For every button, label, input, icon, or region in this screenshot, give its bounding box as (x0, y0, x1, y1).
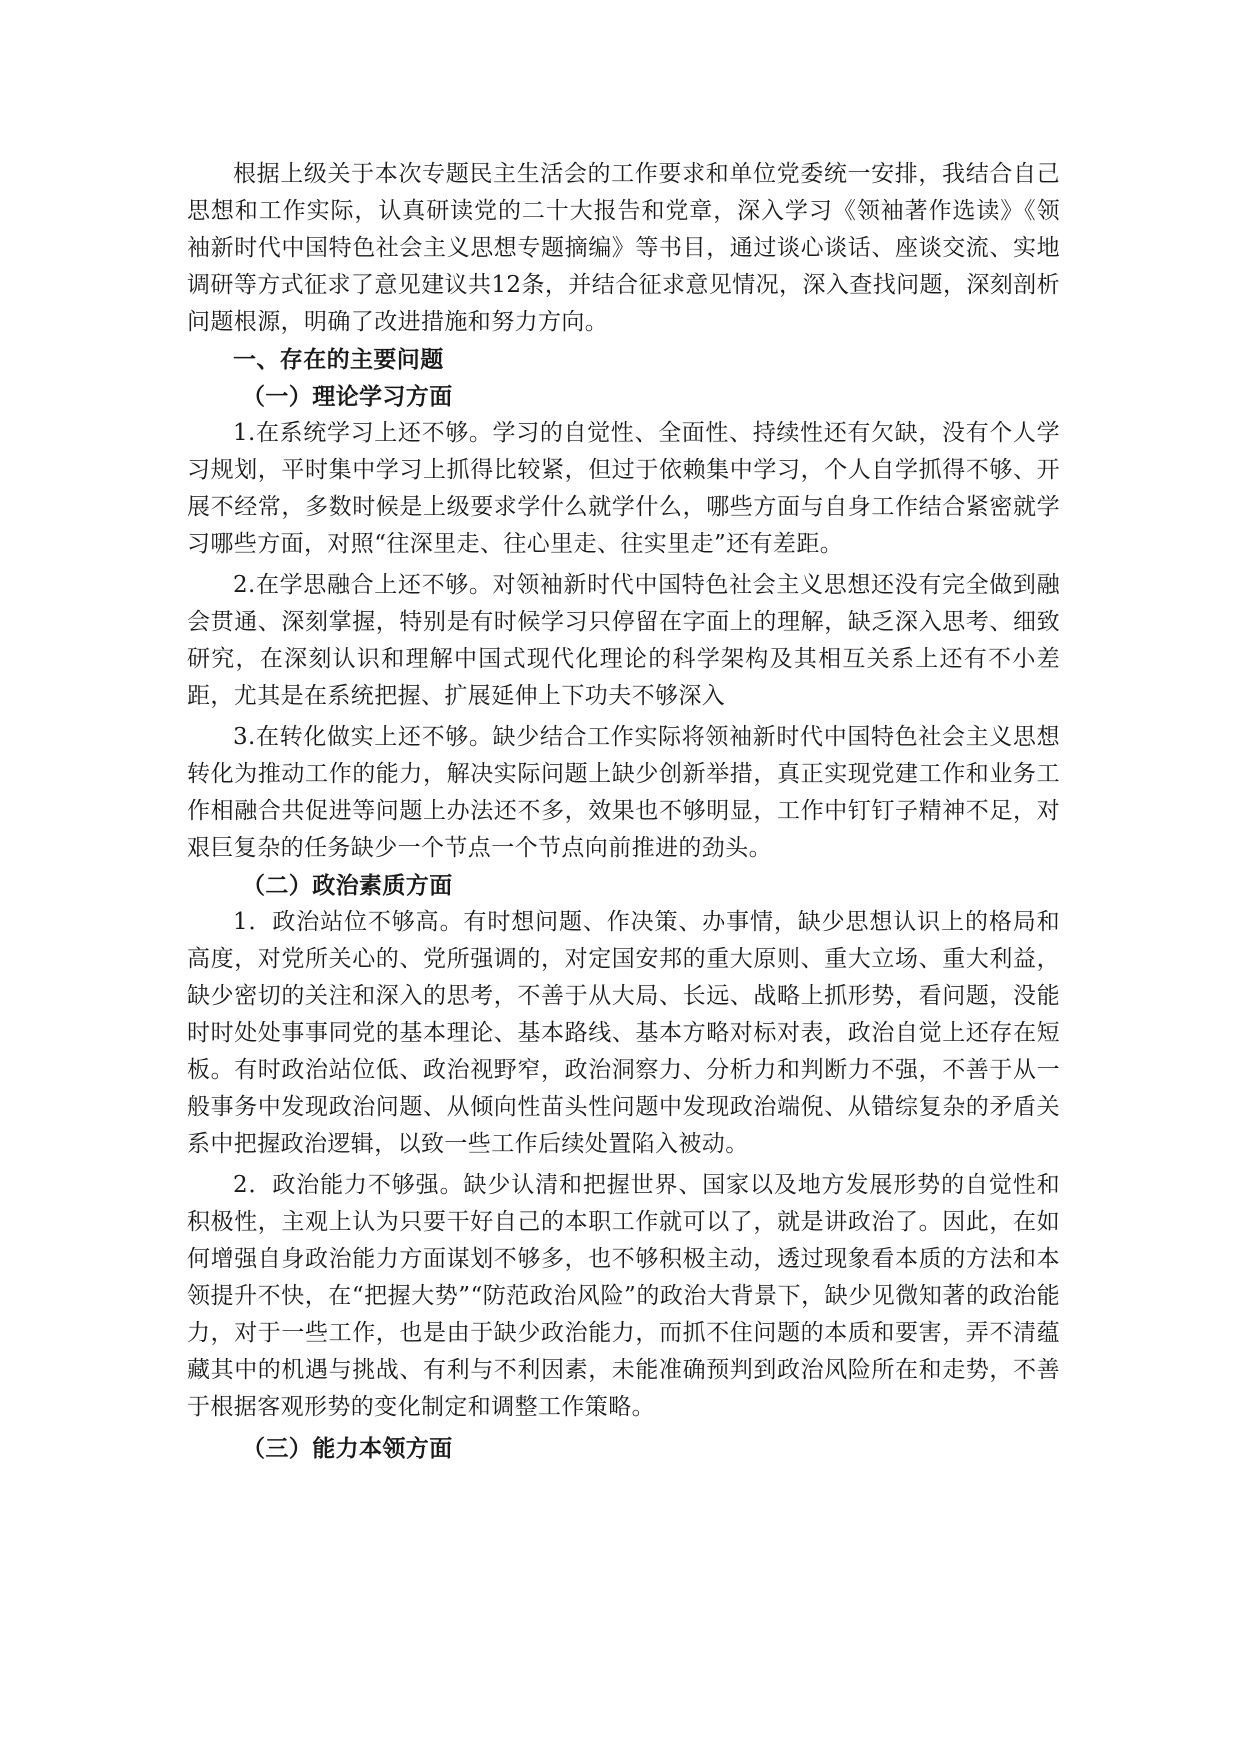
subsection-heading-political-quality: （二）政治素质方面 (242, 872, 453, 899)
political-item-1: 1．政治站位不够高。有时想问题、作决策、办事情，缺少思想认识上的格局和高度，对党所关心的、党所强调的，对定国安邦的重大原则、重大立场、重大利益，缺少密切的关注和深入的思考，不善于从大局、长远、战略上抓形势，看问题，没能时时处处事事同党的基本理论、基本路线、基本方略对标对表，政治自觉上还存在短板。有时政治站位低、政治视野窄，政治洞察力、分析力和判断力不强，不善于从一般事务中发现政治问题、从倾向性苗头性问题中发现政治端倪、从错综复杂的矛盾关系中把握政治逻辑，以致一些工作后续处置陷入被动。 (187, 909, 1060, 1157)
document-body (187, 156, 1060, 1467)
intro-paragraph: 根据上级关于本次专题民主生活会的工作要求和单位党委统一安排，我结合自己思想和工作实际，认真研读党的二十大报告和党章，深入学习《领袖著作选读》《领袖新时代中国特色社会主义思想专题摘编》等书目，通过谈心谈话、座谈交流、实地调研等方式征求了意见建议共12条，并结合征求意见情况，深入查找问题，深刻剖析问题根源，明确了改进措施和努力方向。 (187, 161, 1060, 335)
theory-item-3: 3.在转化做实上还不够。缺少结合工作实际将领袖新时代中国特色社会主义思想转化为推动工作的能力，解决实际问题上缺少创新举措，真正实现党建工作和业务工作相融合共促进等问题上办法还不多，效果也不够明显，工作中钉钉子精神不足，对艰巨复杂的任务缺少一个节点一个节点向前推进的劲头。 (187, 724, 1060, 861)
political-item-2: 2．政治能力不够强。缺少认清和把握世界、国家以及地方发展形势的自觉性和积极性，主观上认为只要干好自己的本职工作就可以了，就是讲政治了。因此，在如何增强自身政治能力方面谋划不够多，也不够积极主动，透过现象看本质的方法和本领提升不快，在“把握大势”“防范政治风险”的政治大背景下，缺少见微知著的政治能力，对于一些工作，也是由于缺少政治能力，而抓不住问题的本质和要害，弄不清蕴藏其中的机遇与挑战、有利与不利因素，未能准确预判到政治风险所在和走势，不善于根据客观形势的变化制定和调整工作策略。 (187, 1172, 1060, 1420)
subsection-heading-ability-skills: （三）能力本领方面 (242, 1435, 453, 1462)
subsection-heading-theory-study: （一）理论学习方面 (242, 383, 453, 410)
section-heading-main-problems: 一、存在的主要问题 (233, 346, 444, 373)
theory-item-2: 2.在学思融合上还不够。对领袖新时代中国特色社会主义思想还没有完全做到融会贯通、深刻掌握，特别是有时候学习只停留在字面上的理解，缺乏深入思考、细致研究，在深刻认识和理解中国式现代化理论的科学架构及其相互关系上还有不小差距，尤其是在系统把握、扩展延伸上下功夫不够深入 (187, 572, 1060, 709)
theory-item-1: 1.在系统学习上还不够。学习的自觉性、全面性、持续性还有欠缺，没有个人学习规划，平时集中学习上抓得比较紧，但过于依赖集中学习，个人自学抓得不够、开展不经常，多数时候是上级要求学什么就学什么，哪些方面与自身工作结合紧密就学习哪些方面，对照“往深里走、往心里走、往实里走”还有差距。 (187, 420, 1060, 557)
